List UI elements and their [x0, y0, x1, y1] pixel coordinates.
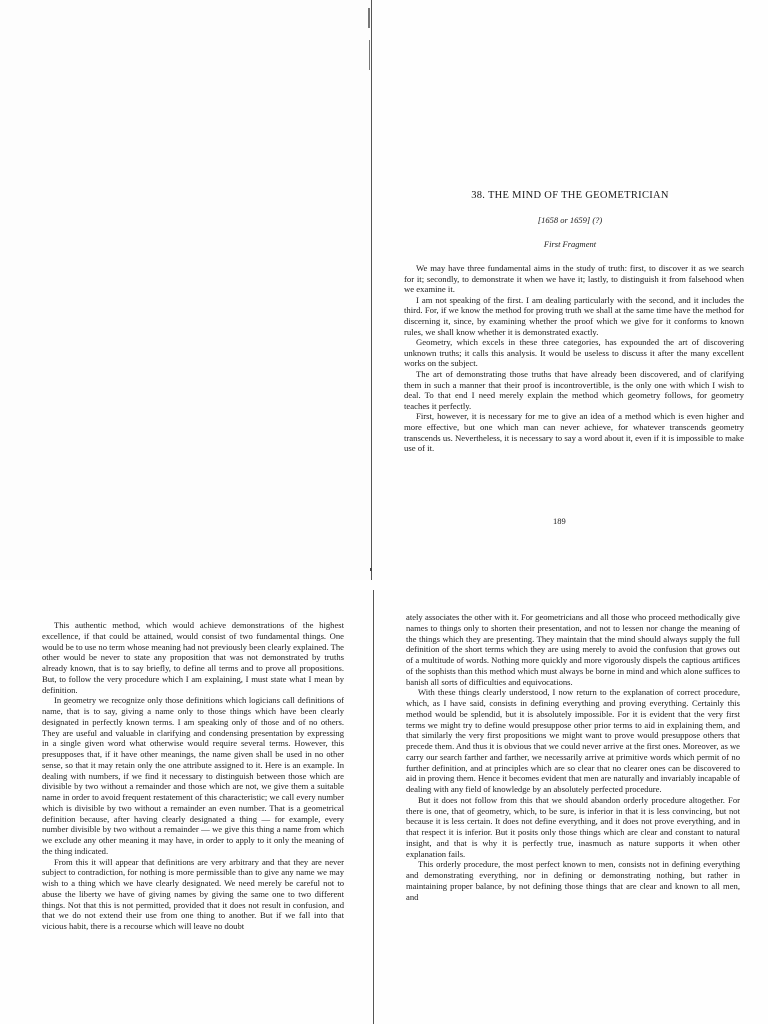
paragraph: The art of demonstrating those truths that have already been discovered, and of clarifying them in such a manner that their proof is incontrovertible, is the only one with which I wish to deal. To that end I need merely explain the method which geometry follows, for geometry teaches it perfectly.: [404, 368, 744, 411]
paragraph: This orderly procedure, the most perfect known to men, consists not in defining everything and demonstrating everything, nor in defining or demonstrating nothing, but rather in maintaining proper balance, by not defining those things that are clear and known to all men, and: [406, 859, 740, 902]
paragraph: We may have three fundamental aims in the study of truth: first, to discover it as we search for it; secondly, to demonstrate it when we have it; lastly, to distinguish it from falsehood when we examine it.: [404, 263, 744, 295]
gutter-line: [373, 590, 374, 1024]
chapter-body-text: [404, 263, 744, 454]
chapter-date: [1658 or 1659] (?): [537, 215, 603, 225]
paragraph: I am not speaking of the first. I am dealing particularly with the second, and it includes the third. For, if we know the method for proving truth we shall at the same time have the method for discerning it, since, by examining whether the proof which we give for it conforms to known rules, we shall know whether it is demonstrated exactly.: [404, 294, 744, 337]
paragraph: With these things clearly understood, I now return to the explanation of correct procedure, which, as I have said, consists in defining everything and proving everything. Certainly this method would be splendid, but it is absolutely impossible. For it is evident that the very first terms we might try to define would presuppose other prior terms to aid in explaining them, and that similarly the very first propositions we might want to prove would presuppose others that precede them. And thus it is obvious that we could never arrive at the first ones. Moreover, as we carry our search farther and farther, we necessarily arrive at primitive words which permit of no further definition, and at principles which are so clear that no clearer ones can be discovered to aid in proving them. Hence it becomes evident that men are naturally and invariably incapable of dealing with any field of knowledge by an absolutely perfected procedure.: [406, 687, 740, 794]
scan-mark: [369, 40, 370, 70]
right-page-body-text: [406, 612, 740, 902]
fragment-heading: First Fragment: [543, 239, 597, 249]
gutter-mark: [370, 568, 372, 571]
page-number: 189: [553, 516, 566, 526]
right-text-page: [376, 590, 768, 1024]
left-text-page: [0, 590, 372, 1024]
scan-mark: [368, 8, 370, 28]
paragraph: But it does not follow from this that we should abandon orderly procedure altogether. For there is one, that of geometry, which, to be sure, is inferior in that it is less convincing, but not because it is less certain. It does not define everything, and it does not prove everything, and in that respect it is inferior. But it posits only those things which are clear and constant to natural insight, and that is why it is perfectly true, inasmuch as nature supports it when other explanation fails.: [406, 794, 740, 859]
paragraph: Geometry, which excels in these three categories, has expounded the art of discovering unknown truths; it calls this analysis. It would be useless to discuss it after the many excellent works on the subject.: [404, 337, 744, 369]
paragraph: ately associates the other with it. For geometricians and all those who proceed methodically give names to things only to shorten their presentation, and not to lessen nor change the meaning of the things which they are presenting. They maintain that the mind should always supply the full definition of the short terms which they are using merely to avoid the confusion that grows out of a multitude of words. Nothing more quickly and more vigorously dispels the captious artifices of the sophists than this method which must always be borne in mind and which alone suffices to banish all sorts of difficulties and equivocations.: [406, 612, 740, 687]
paragraph: In geometry we recognize only those definitions which logicians call definitions of name, that is to say, giving a name only to those things which have been clearly designated in perfectly known terms. I am speaking only of those and of no others. They are useful and valuable in clarifying and condensing presentation by expressing in a single given word what otherwise would require several terms. However, this presupposes that, if it have other meanings, the name given shall be used in no other sense, so that it may retain only the one attribute assigned to it. Here is an example. In dealing with numbers, if we find it necessary to distinguish between those which are divisible by two without a remainder and those which are not, we give them a suitable name in order to avoid frequent restatement of this characteristic; we call every number which is divisible by two without a remainder an even number. That is a geometrical definition because, after having clearly designated a thing — for example, every number divisible by two without a remainder — we give this thing a name from which we exclude any other meaning it may have, in order to apply to it only the meaning of the thing indicated.: [42, 695, 344, 856]
paragraph: This authentic method, which would achieve demonstrations of the highest excellence, if that could be attained, would consist of two fundamental things. One would be to use no term whose meaning had not previously been clearly explained. The other would be never to state any proposition that was not demonstrated by truths already known, that is to say briefly, to define all terms and to prove all propositions. But, to follow the very procedure which I am explaining, I must state what I mean by definition.: [42, 620, 344, 695]
chapter-opening-page: [372, 0, 768, 580]
gutter-line: [371, 0, 372, 580]
left-page-body-text: [42, 620, 344, 932]
chapter-title: 38. THE MIND OF THE GEOMETRICIAN: [471, 190, 669, 201]
paragraph: First, however, it is necessary for me to give an idea of a method which is even higher and more effective, but one which man can never achieve, for whatever transcends geometry transcends us. Nevertheless, it is necessary to say a word about it, even if it is impossible to make use of it.: [404, 411, 744, 454]
paragraph: From this it will appear that definitions are very arbitrary and that they are never subject to contradiction, for nothing is more permissible than to give any name we may wish to a thing which we have clearly designated. We need merely be careful not to abuse the liberty we have of giving names by giving the same one to two different things. Not that this is not permitted, provided that it does not result in confusion, and that we do not extend their use from one thing to another. But if we fall into that vicious habit, there is a recourse which will leave no doubt: [42, 856, 344, 931]
blank-left-page: [0, 0, 372, 580]
